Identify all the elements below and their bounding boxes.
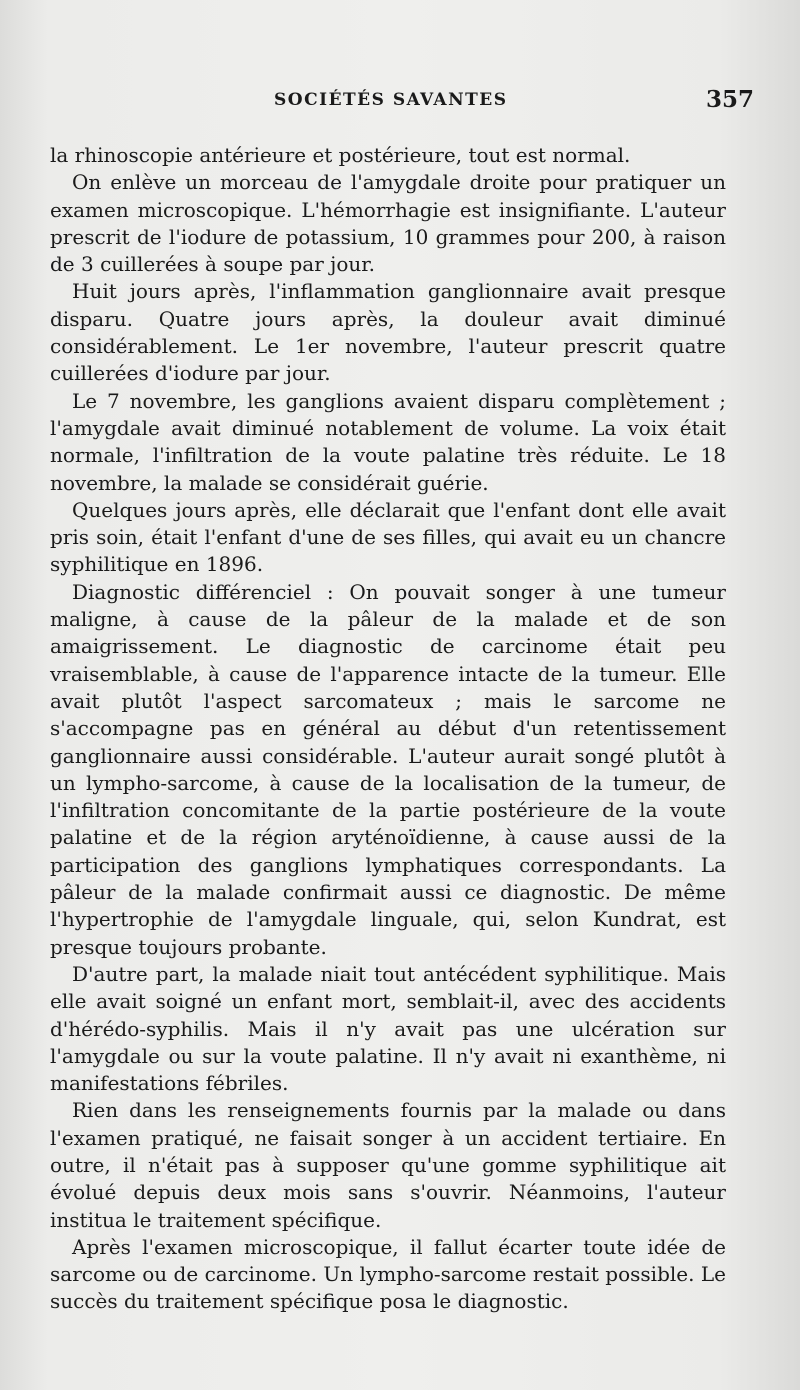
paragraph: Huit jours après, l'inflammation ganglionnaire avait presque disparu. Quatre jours après, la douleur avait diminué considérablement. Le 1er novembre, l'auteur prescrit quatre cuillerées d'iodure par jour. [50, 279, 726, 386]
page-number: 357 [705, 86, 754, 113]
paragraph: la rhinoscopie antérieure et postérieure, tout est normal. [50, 143, 631, 167]
body-text [50, 142, 726, 1316]
paragraph: Diagnostic différenciel : On pouvait songer à une tumeur maligne, à cause de la pâleur de la malade et de son amaigrissement. Le diagnostic de carcinome était peu vraisemblable, à cause de l'apparence intacte de la tumeur. Elle avait plutôt l'aspect sarcomateux ; mais le sarcome ne s'accompagne pas en général au début d'un retentissement ganglionnaire aussi considérable. L'auteur aurait songé plutôt à un lympho-sarcome, à cause de la localisation de la tumeur, de l'infiltration concomitante de la partie postérieure de la voute palatine et de la région aryténoïdienne, à cause aussi de la participation des ganglions lymphatiques correspondants. La pâleur de la malade confirmait aussi ce diagnostic. De même l'hypertrophie de l'amygdale linguale, qui, selon Kundrat, est presque toujours probante. [50, 579, 726, 959]
paragraph: D'autre part, la malade niait tout antécédent syphilitique. Mais elle avait soigné un enfant mort, semblait-il, avec des accidents d'hérédo-syphilis. Mais il n'y avait pas une ulcération sur l'amygdale ou sur la voute palatine. Il n'y avait ni exanthème, ni manifestations fébriles. [50, 961, 726, 1096]
paragraph: On enlève un morceau de l'amygdale droite pour pratiquer un examen microscopique. L'hémorrhagie est insignifiante. L'auteur prescrit de l'iodure de potassium, 10 grammes pour 200, à raison de 3 cuillerées à soupe par jour. [50, 170, 726, 277]
running-head: SOCIÉTÉS SAVANTES [274, 90, 508, 110]
paragraph: Rien dans les renseignements fournis par la malade ou dans l'examen pratiqué, ne faisait songer à un accident tertiaire. En outre, il n'était pas à supposer qu'une gomme syphilitique ait évolué depuis deux mois sans s'ouvrir. Néanmoins, l'auteur institua le traitement spécifique. [50, 1098, 726, 1232]
paragraph: Après l'examen microscopique, il fallut écarter toute idée de sarcome ou de carcinome. Un lympho-sarcome restait possible. Le succès du traitement spécifique posa le diagnostic. [50, 1234, 726, 1314]
paragraph: Quelques jours après, elle déclarait que l'enfant dont elle avait pris soin, était l'enfant d'une de ses filles, qui avait eu un chancre syphilitique en 1896. [50, 497, 726, 577]
paragraph: Le 7 novembre, les ganglions avaient disparu complètement ; l'amygdale avait diminué notablement de volume. La voix était normale, l'infiltration de la voute palatine très réduite. Le 18 novembre, la malade se considérait guérie. [50, 388, 726, 495]
page-header [52, 86, 752, 126]
